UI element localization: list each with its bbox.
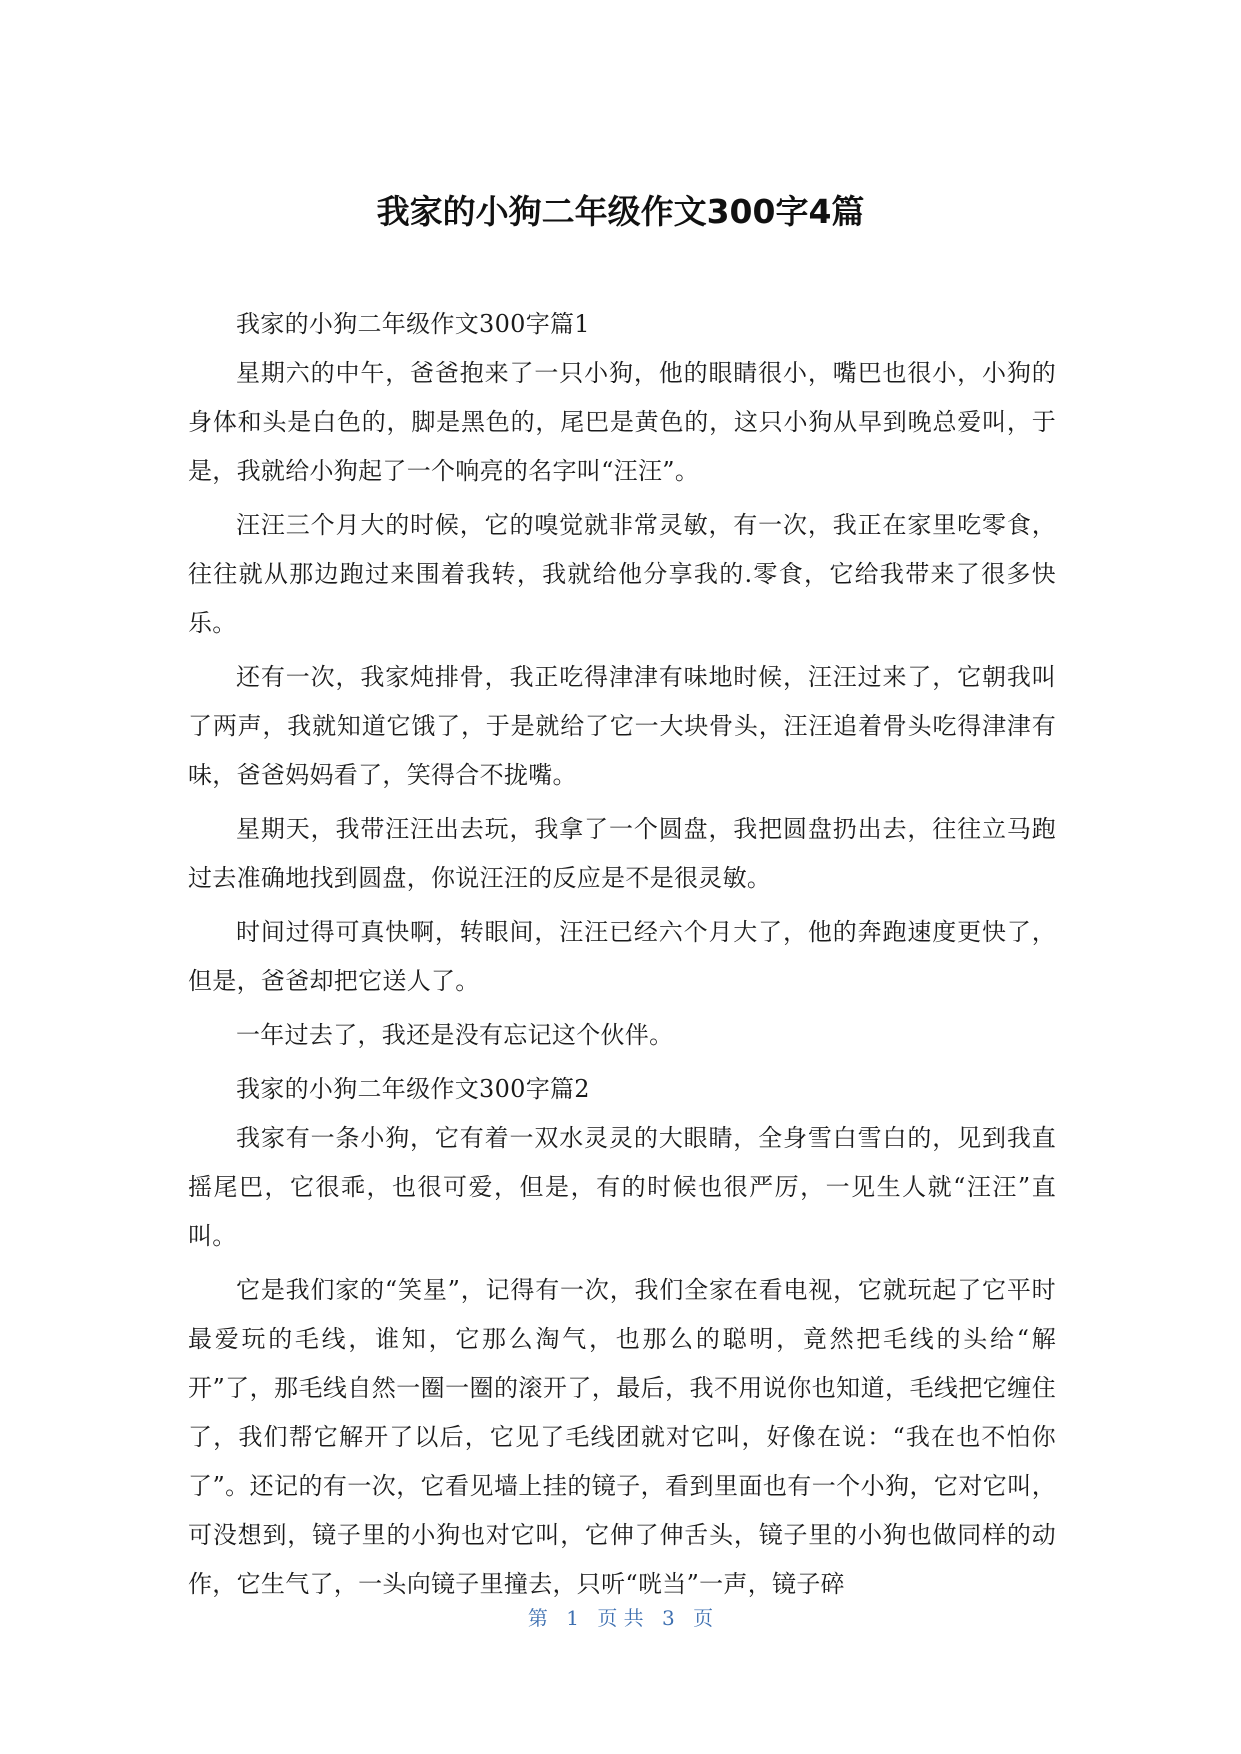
section-heading: 我家的小狗二年级作文300字篇2 xyxy=(236,1075,590,1103)
paragraph: 它是我们家的“笑星”，记得有一次，我们全家在看电视，它就玩起了它平时最爱玩的毛线，谁知，它那么淘气，也那么的聪明，竟然把毛线的头给“解开”了，那毛线自然一圈一圈的滚开了，最后，我不用说你也知道，毛线把它缠住了，我们帮它解开了以后，它见了毛线团就对它叫，好像在说：“我在也不怕你了”。还记的有一次，它看见墙上挂的镜子，看到里面也有一个小狗，它对它叫，可没想到，镜子里的小狗也对它叫，它伸了伸舌头，镜子里的小狗也做同样的动作，它生气了，一头向镜子里撞去，只听“咣当”一声，镜子碎 xyxy=(188,1276,1056,1598)
page-label-suffix: 页 xyxy=(693,1606,714,1630)
paragraph: 我家有一条小狗，它有着一双水灵灵的大眼睛，全身雪白雪白的，见到我直摇尾巴，它很乖，也很可爱，但是，有的时候也很严厉，一见生人就“汪汪”直叫。 xyxy=(188,1124,1056,1250)
paragraph: 一年过去了，我还是没有忘记这个伙伴。 xyxy=(236,1021,674,1049)
page-label-mid: 页 共 xyxy=(597,1606,644,1630)
document-title: 我家的小狗二年级作文300字4篇 xyxy=(376,192,865,231)
page-label-prefix: 第 xyxy=(527,1606,548,1630)
paragraph: 还有一次，我家炖排骨，我正吃得津津有味地时候，汪汪过来了，它朝我叫了两声，我就知道它饿了，于是就给了它一大块骨头，汪汪追着骨头吃得津津有味，爸爸妈妈看了，笑得合不拢嘴。 xyxy=(188,663,1056,789)
document-body xyxy=(188,300,1056,1614)
total-pages-number: 3 xyxy=(662,1606,675,1630)
paragraph: 汪汪三个月大的时候，它的嗅觉就非常灵敏，有一次，我正在家里吃零食，往往就从那边跑过来围着我转，我就给他分享我的.零食，它给我带来了很多快乐。 xyxy=(188,511,1056,637)
current-page-number: 1 xyxy=(566,1606,579,1630)
paragraph: 时间过得可真快啊，转眼间，汪汪已经六个月大了，他的奔跑速度更快了，但是，爸爸却把它送人了。 xyxy=(188,918,1056,995)
section-heading: 我家的小狗二年级作文300字篇1 xyxy=(236,310,590,338)
paragraph: 星期六的中午，爸爸抱来了一只小狗，他的眼睛很小，嘴巴也很小，小狗的身体和头是白色的，脚是黑色的，尾巴是黄色的，这只小狗从早到晚总爱叫，于是，我就给小狗起了一个响亮的名字叫“汪汪”。 xyxy=(188,359,1056,485)
paragraph: 星期天，我带汪汪出去玩，我拿了一个圆盘，我把圆盘扔出去，往往立马跑过去准确地找到圆盘，你说汪汪的反应是不是很灵敏。 xyxy=(188,815,1056,892)
page-footer xyxy=(0,1603,1241,1633)
